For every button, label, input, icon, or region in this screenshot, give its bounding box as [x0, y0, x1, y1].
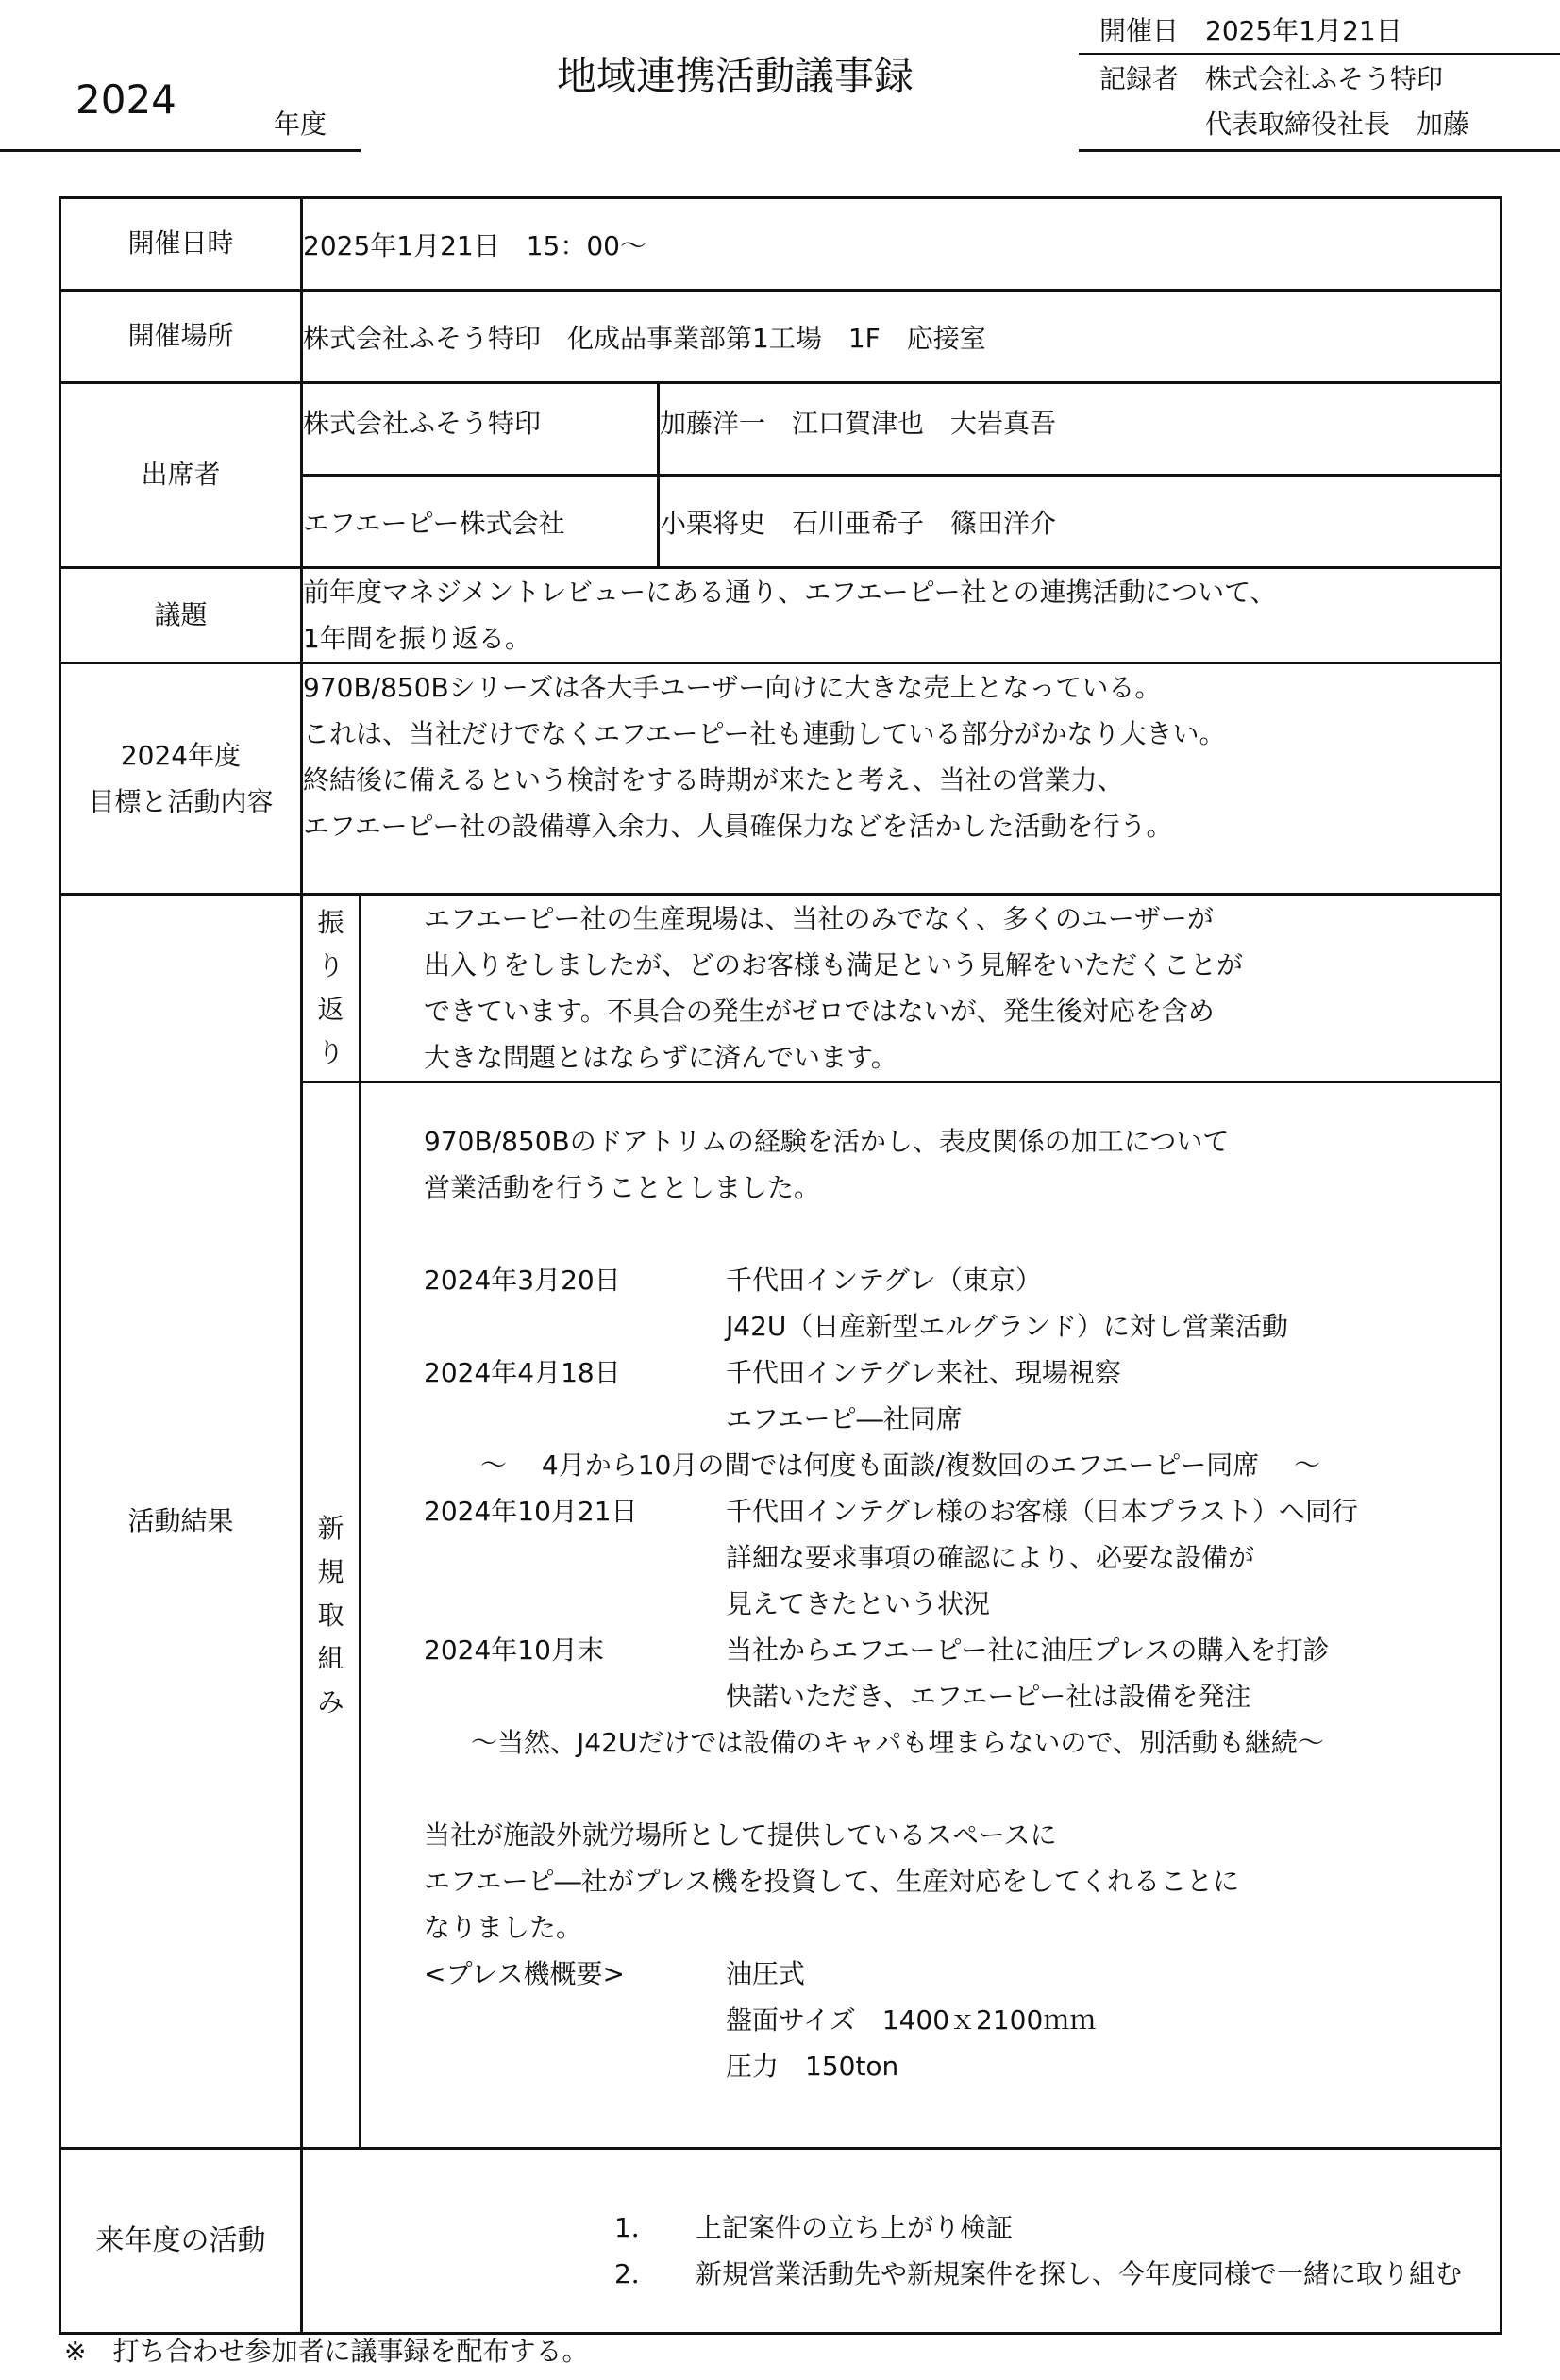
attendee-company: エフエーピー株式会社 [302, 476, 659, 568]
header-year-suffix: 年度 [274, 109, 327, 140]
goals-line: これは、当社だけでなくエフエーピー社も連動している部分がかなり大きい。 [303, 718, 1226, 749]
review-line: できています。不具合の発生がゼロではないが、発生後対応を含め [424, 996, 1215, 1027]
vlabel-char: 新 [317, 1512, 344, 1544]
header-left-rule [0, 149, 361, 152]
timeline-text: J42U（日産新型エルグランド）に対し営業活動 [726, 1311, 1288, 1342]
datetime-label: 開催日時 [60, 198, 302, 291]
timeline-text: 千代田インテグレ来社、現場視察 [726, 1357, 1121, 1388]
date-label: 開催日 [1099, 15, 1180, 46]
agenda-line: 前年度マネジメントレビューにある通り、エフエーピー社との連携活動について、 [303, 577, 1277, 608]
vlabel-char: り [317, 950, 344, 981]
recorder-label: 記録者 [1099, 63, 1180, 94]
review-line: 大きな問題とはならずに済んでいます。 [424, 1042, 897, 1073]
review-line: 出入りをしましたが、どのお客様も満足という見解をいただくことが [424, 949, 1244, 980]
timeline-text: 千代田インテグレ（東京） [726, 1265, 1042, 1296]
row-attendees-1 [60, 383, 1501, 476]
new-outro-line: なりました。 [424, 1912, 583, 1943]
spec-item: 盤面サイズ 1400ｘ2100ｍｍ [726, 2004, 1097, 2036]
attendee-company: 株式会社ふそう特印 [302, 383, 659, 476]
timeline-text: 見えてきたという状況 [726, 1588, 991, 1619]
timeline-text: 千代田インテグレ様のお客様（日本プラスト）へ同行 [726, 1496, 1359, 1527]
header-right-rule [1079, 149, 1560, 152]
timeline-text: 詳細な要求事項の確認により、必要な設備が [726, 1542, 1255, 1573]
timeline-text: 快諾いただき、エフエーピー社は設備を発注 [726, 1681, 1251, 1712]
new-intro-line: 営業活動を行うこととしました。 [424, 1172, 821, 1203]
goals-line: 終結後に備えるという検討をする時期が来たと考え、当社の営業力、 [303, 764, 1124, 796]
timeline-date: 2024年4月18日 [424, 1357, 621, 1388]
agenda-body [302, 568, 1501, 663]
date-value: 2025年1月21日 [1205, 15, 1402, 46]
vlabel-char: 取 [317, 1599, 344, 1631]
footer-note: ※ 打ち合わせ参加者に議事録を配布する。 [64, 2336, 589, 2367]
attendee-names: 小栗将史 石川亜希子 篠田洋介 [659, 476, 1501, 568]
review-vertical-label [302, 895, 361, 1082]
agenda-line: 1年間を振り返る。 [303, 623, 531, 654]
spec-item: 油圧式 [726, 1958, 806, 1989]
row-next [60, 2149, 1501, 2334]
header-year: 2024 [75, 76, 176, 123]
attendees-label: 出席者 [60, 383, 302, 568]
goals-label-line: 目標と活動内容 [88, 786, 274, 817]
row-goals [60, 663, 1501, 895]
vlabel-char: 振 [317, 907, 344, 938]
timeline-note: ～当然、J42Uだけでは設備のキャパも埋まらないので、別活動も継続～ [471, 1727, 1324, 1758]
goals-label-line: 2024年度 [120, 740, 242, 771]
next-item-number: 2． [614, 2257, 658, 2289]
row-datetime [60, 198, 1501, 291]
timeline-text: エフエーピ―社同席 [726, 1403, 963, 1434]
timeline-date: 2024年10月末 [424, 1634, 604, 1666]
new-outro-line: 当社が施設外就労場所として提供しているスペースに [424, 1819, 1057, 1851]
next-item-text: 新規営業活動先や新規案件を探し、今年度同様で一緒に取り組む [696, 2257, 1463, 2289]
new-body [361, 1082, 1501, 2149]
next-item-number: 1． [614, 2211, 658, 2243]
next-body [302, 2149, 1501, 2334]
header-right-rule-top [1079, 53, 1560, 55]
row-agenda [60, 568, 1501, 663]
timeline-note: ～ 4月から10月の間では何度も面談/複数回のエフエーピー同席 ～ [480, 1450, 1321, 1481]
goals-line: エフエーピー社の設備導入余力、人員確保力などを活かした活動を行う。 [303, 811, 1173, 842]
spec-item: 圧力 150ton [726, 2051, 899, 2082]
venue-value: 株式会社ふそう特印 化成品事業部第1工場 1F 応接室 [302, 291, 1501, 383]
new-intro-line: 970B/850Bのドアトリムの経験を活かし、表皮関係の加工について [424, 1126, 1230, 1157]
venue-label: 開催場所 [60, 291, 302, 383]
minutes-table [59, 196, 1502, 2335]
datetime-value: 2025年1月21日 15：00～ [302, 198, 1501, 291]
agenda-label: 議題 [60, 568, 302, 663]
goals-body [302, 663, 1501, 895]
review-body [361, 895, 1501, 1082]
row-venue [60, 291, 1501, 383]
results-label: 活動結果 [60, 895, 302, 2149]
recorder-name: 代表取締役社長 加藤 [1205, 109, 1470, 140]
recorder-company: 株式会社ふそう特印 [1205, 63, 1444, 94]
vlabel-char: み [317, 1685, 344, 1718]
vlabel-char: 組 [317, 1642, 344, 1674]
timeline-date: 2024年10月21日 [424, 1496, 638, 1527]
timeline-date: 2024年3月20日 [424, 1265, 621, 1296]
vlabel-char: り [317, 1037, 344, 1068]
review-line: エフエーピー社の生産現場は、当社のみでなく、多くのユーザーが [424, 903, 1214, 934]
attendee-names: 加藤洋一 江口賀津也 大岩真吾 [659, 383, 1501, 476]
goals-line: 970B/850Bシリーズは各大手ユーザー向けに大きな売上となっている。 [303, 672, 1162, 703]
document-title: 地域連携活動議事録 [557, 53, 914, 99]
next-item-text: 上記案件の立ち上がり検証 [696, 2211, 1014, 2243]
timeline-text: 当社からエフエーピー社に油圧プレスの購入を打診 [726, 1634, 1330, 1666]
row-results-review [60, 895, 1501, 1082]
new-outro-line: エフエーピ―社がプレス機を投資して、生産対応をしてくれることに [424, 1866, 1240, 1897]
goals-label [60, 663, 302, 895]
vlabel-char: 規 [317, 1555, 344, 1587]
spec-label: <プレス機概要> [424, 1958, 625, 1989]
next-label: 来年度の活動 [60, 2149, 302, 2334]
vlabel-char: 返 [317, 994, 344, 1025]
new-vertical-label [302, 1082, 361, 2149]
